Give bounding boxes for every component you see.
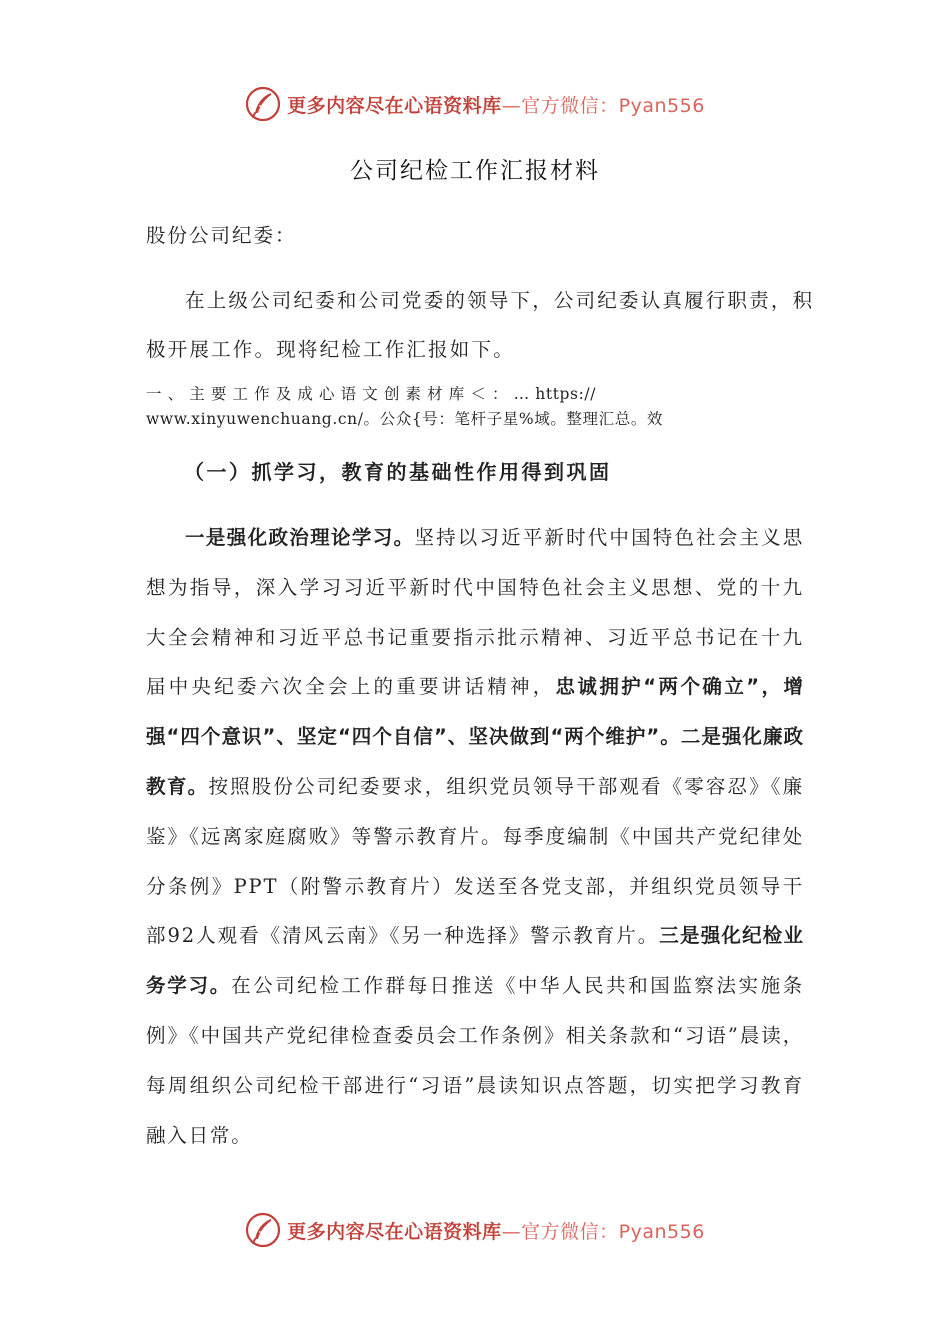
lead-integrity-education: 二是强化廉政教育。 (146, 725, 804, 798)
lead-business-study: 三是强化纪检业务学习。 (146, 924, 804, 998)
lead-political-study: 一是强化政治理论学习。 (185, 526, 415, 549)
footer-brand: 更多内容尽在心语资料库 (287, 1220, 502, 1243)
section-heading-1: （一）抓学习，教育的基础性作用得到巩固 (184, 460, 612, 484)
intro-paragraph: 在上级公司纪委和公司党委的领导下，公司纪委认真履行职责，积极开展工作。现将纪检工作汇报如下。 (146, 289, 815, 361)
quill-pen-logo-icon (245, 1212, 281, 1248)
footer-banner (0, 1208, 950, 1252)
website-line: 一 、 主 要 工 作 及 成 心 语 文 创 素 材 库 ＜ ： … https:// www.xinyuwenchuang.cn/。公众{号：笔杆子星%域。整理汇总。效 (146, 385, 664, 428)
document-title: 公司纪检工作汇报材料 (350, 158, 600, 184)
text-business-study: 在公司纪检工作群每日推送《中华人民共和国监察法实施条例》《中国共产党纪律检查委员会工作条例》相关条款和“习语”晨读，每周组织公司纪检干部进行“习语”晨读知识点答题，切实把学习教育融入日常。 (146, 974, 804, 1147)
header-banner (0, 82, 950, 126)
banner-wechat: —官方微信：Pyan556 (501, 94, 705, 117)
lead-two-establishes: 忠诚拥护“两个确立”，增强“四个意识”、坚定“四个自信”、坚决做到“两个维护”。 (146, 675, 804, 749)
salutation: 股份公司纪委： (146, 224, 297, 247)
text-integrity-education: 按照股份公司纪委要求，组织党员领导干部观看《零容忍》《廉鉴》《远离家庭腐败》等警示教育片。每季度编制《中国共产党纪律处分条例》PPT（附警示教育片）发送至各党支部，并组织党员领导干部92人观看《清风云南》《另一种选择》警示教育片。 (146, 774, 804, 948)
footer-wechat: —官方微信：Pyan556 (501, 1220, 705, 1243)
text-political-study: 坚持以习近平新时代中国特色社会主义思想为指导，深入学习习近平新时代中国特色社会主义思想、党的十九大全会精神和习近平总书记重要指示批示精神、习近平总书记在十九届中央纪委六次全会上的重要讲话精神， (146, 526, 804, 699)
body-paragraph (146, 513, 804, 1160)
banner-brand: 更多内容尽在心语资料库 (287, 94, 502, 117)
quill-pen-logo-icon (245, 86, 281, 122)
